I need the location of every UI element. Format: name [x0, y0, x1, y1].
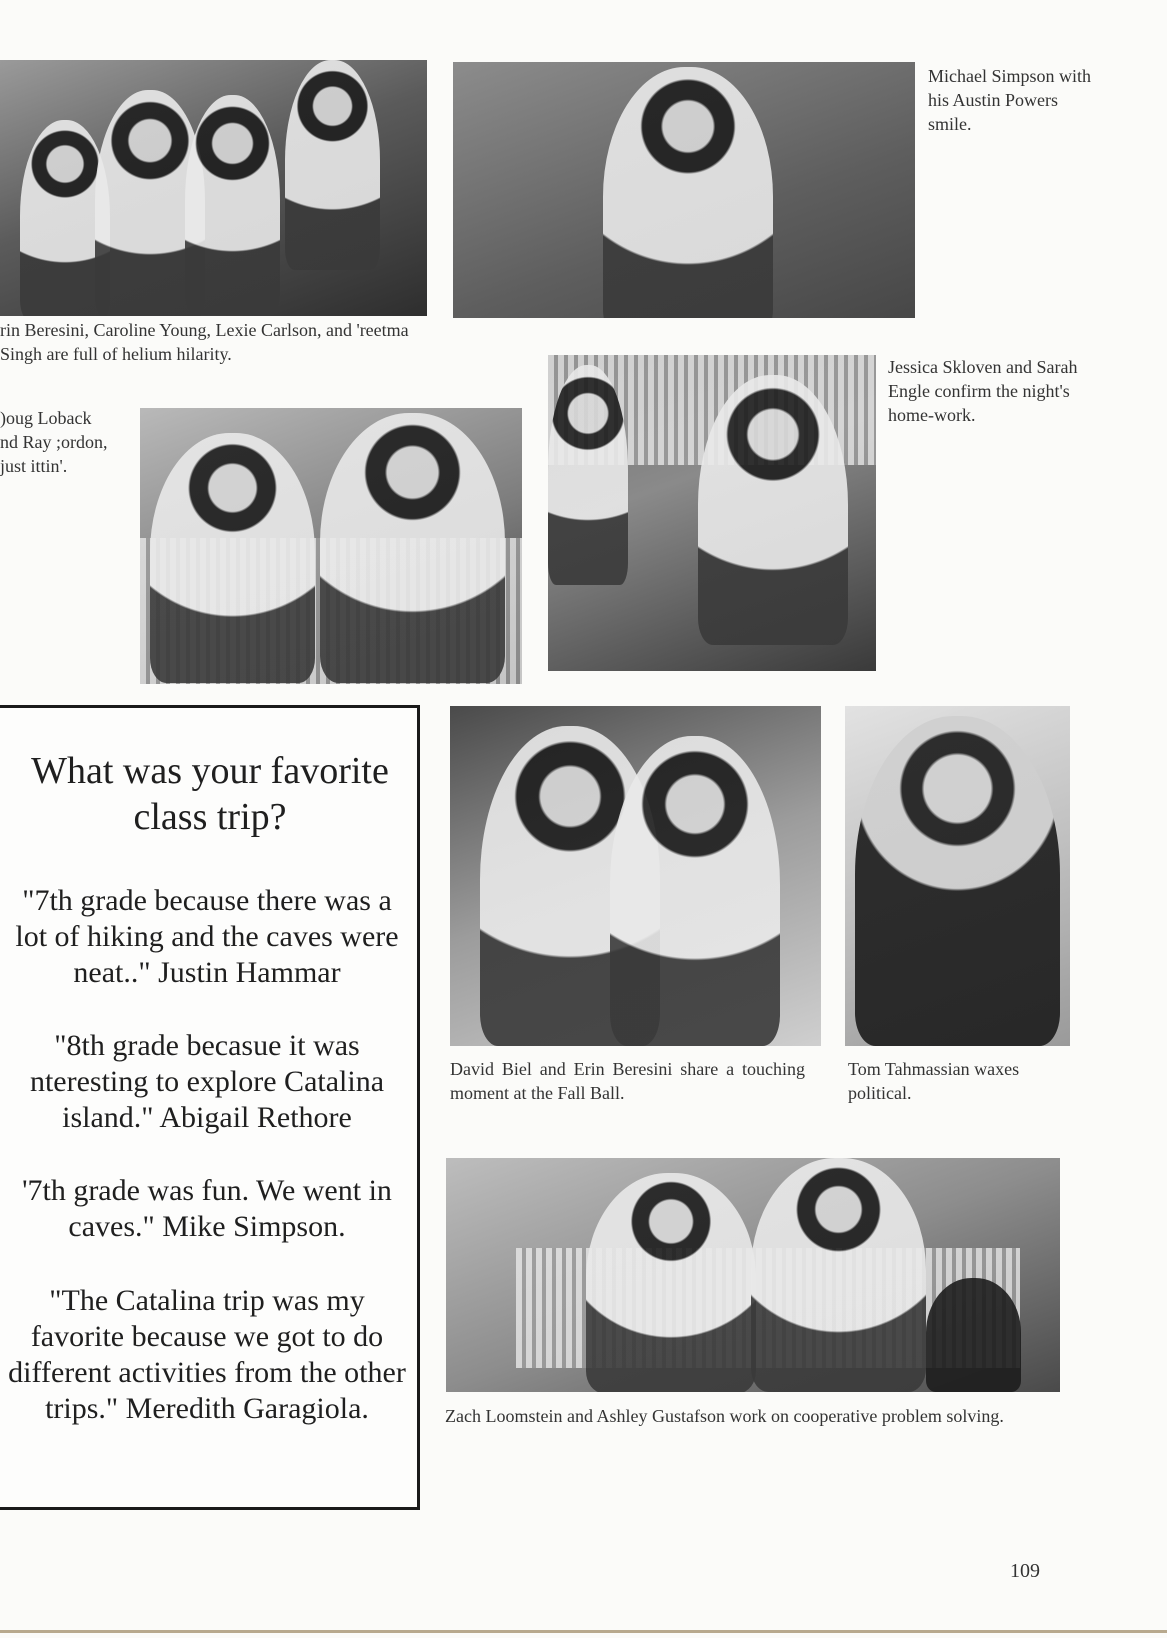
quote-box-title: What was your favorite class trip? [31, 750, 389, 838]
caption-doug-ray: )oug Loback nd Ray ;ordon, just ittin'. [0, 408, 108, 476]
caption-zach-ashley: Zach Loomstein and Ashley Gustafson work on cooperative problem solving. [445, 1406, 1004, 1426]
photo-david-erin [450, 706, 821, 1046]
caption-jessica-sarah: Jessica Skloven and Sarah Engle confirm the night's home-work. [888, 357, 1078, 425]
quote-mike-simpson: '7th grade was fun. We went in caves." Mike Simpson. [22, 1174, 392, 1243]
caption-group-laughing: rin Beresini, Caroline Young, Lexie Carlson, and 'reetma Singh are full of helium hilarity. [0, 320, 409, 364]
bottom-edge-rule [0, 1630, 1167, 1633]
photo-tom [845, 706, 1070, 1046]
photo-group-laughing [0, 60, 427, 316]
caption-michael-simpson: Michael Simpson with his Austin Powers smile. [928, 66, 1091, 134]
quote-justin-hammar: "7th grade because there was a lot of hiking and the caves were neat.." Justin Hammar [15, 884, 399, 989]
page-number: 109 [1010, 1560, 1040, 1582]
caption-tom: Tom Tahmassian waxes political. [848, 1059, 1020, 1103]
quote-abigail-rethore: "8th grade becasue it was nteresting to explore Catalina island." Abigail Rethore [29, 1029, 385, 1134]
photo-doug-ray [140, 408, 522, 684]
photo-jessica-sarah [548, 355, 876, 671]
photo-zach-ashley [446, 1158, 1060, 1392]
photo-michael-simpson [453, 62, 915, 318]
quote-box [0, 705, 420, 1510]
caption-david-erin: David Biel and Erin Beresini share a touching moment at the Fall Ball. [450, 1059, 805, 1103]
quote-meredith-garagiola: "The Catalina trip was my favorite because we got to do different activities from the other trips." Meredith Garagiola. [8, 1284, 406, 1425]
